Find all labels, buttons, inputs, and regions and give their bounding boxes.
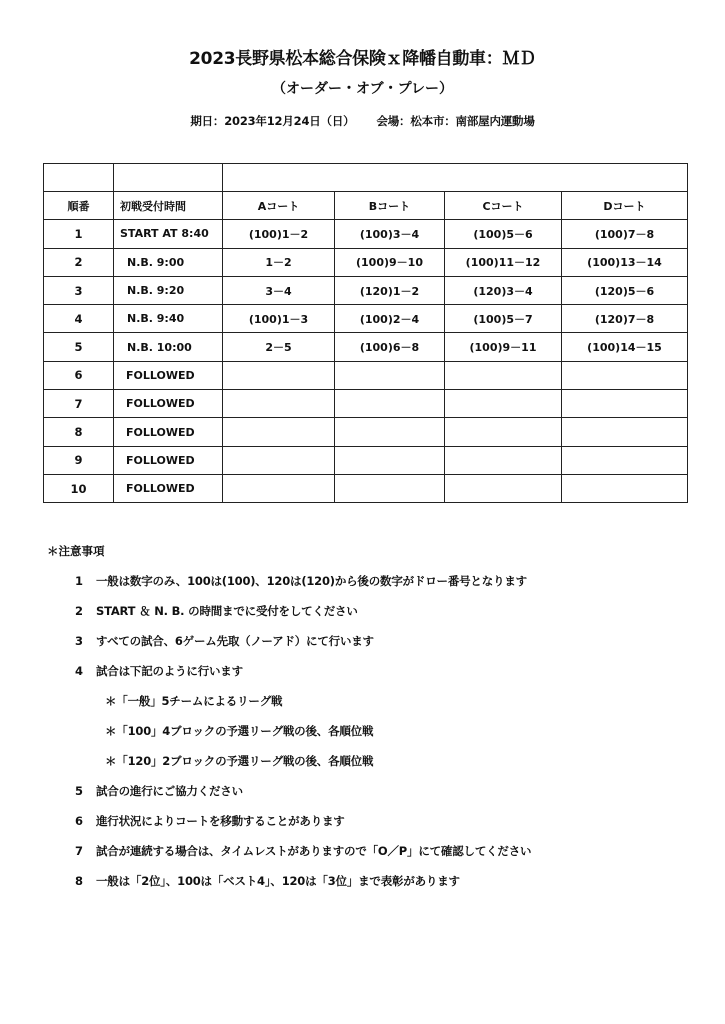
header-time: 初戦受付時間 — [114, 192, 223, 220]
note-sub-item: ＊「120」2ブロックの予選リーグ戦の後、各順位戦 — [105, 754, 374, 768]
row-time: START AT 8:40 — [114, 220, 223, 248]
row-time: N.B. 10:00 — [114, 333, 223, 361]
note-text: 試合は下記のように行います — [96, 664, 243, 678]
note-text: すべての試合、6ゲーム先取（ノーアド）にて行います — [96, 634, 374, 648]
court-b-match — [335, 361, 445, 389]
court-a-match: (100)1－2 — [223, 220, 335, 248]
court-c-match: (100)9－11 — [445, 333, 562, 361]
note-item — [47, 842, 687, 872]
note-number: 2 — [75, 604, 84, 618]
page-subtitle: （オーダー・オブ・プレー） — [271, 81, 454, 97]
table-row — [44, 361, 688, 389]
court-a-match: 2－5 — [223, 333, 335, 361]
court-c-match — [445, 390, 562, 418]
table-row — [44, 390, 688, 418]
table-row — [44, 474, 688, 502]
notes-list — [47, 572, 687, 902]
row-time: N.B. 9:00 — [114, 248, 223, 276]
court-a-match — [223, 446, 335, 474]
table-row — [44, 305, 688, 333]
note-text: 進行状況によりコートを移動することがあります — [96, 814, 345, 828]
note-number: 5 — [75, 784, 84, 798]
court-b-match — [335, 446, 445, 474]
table-row — [44, 220, 688, 248]
court-d-match — [562, 390, 688, 418]
note-number: 7 — [75, 844, 84, 858]
page-title: 2023長野県松本総合保険ｘ降幡自動車：ＭＤ — [189, 49, 536, 69]
court-a-match — [223, 361, 335, 389]
row-order: 7 — [44, 390, 114, 418]
row-time: FOLLOWED — [114, 390, 223, 418]
event-venue: 会場：松本市：南部屋内運動場 — [376, 114, 535, 128]
court-c-match: (100)5－7 — [445, 305, 562, 333]
note-item — [47, 572, 687, 602]
court-d-match: (100)13－14 — [562, 248, 688, 276]
header-court-a: Aコート — [223, 192, 335, 220]
court-c-match — [445, 446, 562, 474]
court-b-match — [335, 418, 445, 446]
row-order: 2 — [44, 248, 114, 276]
court-c-match — [445, 418, 562, 446]
court-b-match: (100)6－8 — [335, 333, 445, 361]
row-time: FOLLOWED — [114, 446, 223, 474]
note-number: 1 — [75, 574, 84, 588]
court-b-match: (100)9－10 — [335, 248, 445, 276]
table-blank-row — [44, 164, 688, 192]
court-a-match — [223, 418, 335, 446]
note-text: START ＆ N. B. の時間までに受付をしてください — [96, 604, 358, 618]
row-order: 9 — [44, 446, 114, 474]
blank-cell — [223, 164, 688, 192]
court-a-match: 1－2 — [223, 248, 335, 276]
row-time: N.B. 9:20 — [114, 276, 223, 304]
row-time: FOLLOWED — [114, 474, 223, 502]
row-order: 5 — [44, 333, 114, 361]
note-text: 試合が連続する場合は、タイムレストがありますので「O／P」にて確認してください — [96, 844, 532, 858]
note-sub-item: ＊「一般」5チームによるリーグ戦 — [105, 694, 283, 708]
header-order: 順番 — [44, 192, 114, 220]
table-row — [44, 446, 688, 474]
header-court-c: Cコート — [445, 192, 562, 220]
court-a-match — [223, 474, 335, 502]
event-info — [0, 113, 725, 129]
note-number: 3 — [75, 634, 84, 648]
note-item — [47, 602, 687, 632]
court-b-match: (120)1－2 — [335, 276, 445, 304]
notes-title: ＊注意事項 — [47, 544, 105, 558]
court-b-match — [335, 474, 445, 502]
court-d-match: (120)5－6 — [562, 276, 688, 304]
note-item — [47, 632, 687, 662]
row-time: FOLLOWED — [114, 361, 223, 389]
note-number: 4 — [75, 664, 84, 678]
notes-section — [47, 543, 687, 902]
schedule-table — [43, 163, 688, 503]
table-row — [44, 276, 688, 304]
note-item — [47, 812, 687, 842]
event-date: 期日：2023年12月24日（日） — [190, 114, 355, 128]
court-d-match — [562, 474, 688, 502]
note-number: 8 — [75, 874, 84, 888]
row-order: 3 — [44, 276, 114, 304]
court-b-match: (100)3－4 — [335, 220, 445, 248]
court-c-match — [445, 474, 562, 502]
row-order: 1 — [44, 220, 114, 248]
court-c-match — [445, 361, 562, 389]
table-row — [44, 418, 688, 446]
note-text: 一般は数字のみ、100は(100)、120は(120)から後の数字がドロー番号となります — [96, 574, 527, 588]
row-time: FOLLOWED — [114, 418, 223, 446]
header-court-d: Dコート — [562, 192, 688, 220]
blank-cell — [44, 164, 114, 192]
court-c-match: (100)5－6 — [445, 220, 562, 248]
note-text: 試合の進行にご協力ください — [96, 784, 243, 798]
table-row — [44, 248, 688, 276]
row-order: 8 — [44, 418, 114, 446]
note-number: 6 — [75, 814, 84, 828]
court-a-match — [223, 390, 335, 418]
court-d-match — [562, 418, 688, 446]
court-d-match — [562, 361, 688, 389]
court-c-match: (120)3－4 — [445, 276, 562, 304]
blank-cell — [114, 164, 223, 192]
court-d-match — [562, 446, 688, 474]
table-header-row — [44, 192, 688, 220]
note-sub-item: ＊「100」4ブロックの予選リーグ戦の後、各順位戦 — [105, 724, 374, 738]
court-b-match — [335, 390, 445, 418]
header-court-b: Bコート — [335, 192, 445, 220]
court-c-match: (100)11－12 — [445, 248, 562, 276]
note-text: 一般は「2位」、100は「ベスト4」、120は「3位」まで表彰があります — [96, 874, 460, 888]
note-item — [47, 872, 687, 902]
note-item — [47, 782, 687, 812]
note-item — [47, 662, 687, 692]
table-row — [44, 333, 688, 361]
row-order: 6 — [44, 361, 114, 389]
court-d-match: (120)7－8 — [562, 305, 688, 333]
court-a-match: (100)1－3 — [223, 305, 335, 333]
court-b-match: (100)2－4 — [335, 305, 445, 333]
court-d-match: (100)14－15 — [562, 333, 688, 361]
court-d-match: (100)7－8 — [562, 220, 688, 248]
row-order: 10 — [44, 474, 114, 502]
row-order: 4 — [44, 305, 114, 333]
court-a-match: 3－4 — [223, 276, 335, 304]
row-time: N.B. 9:40 — [114, 305, 223, 333]
